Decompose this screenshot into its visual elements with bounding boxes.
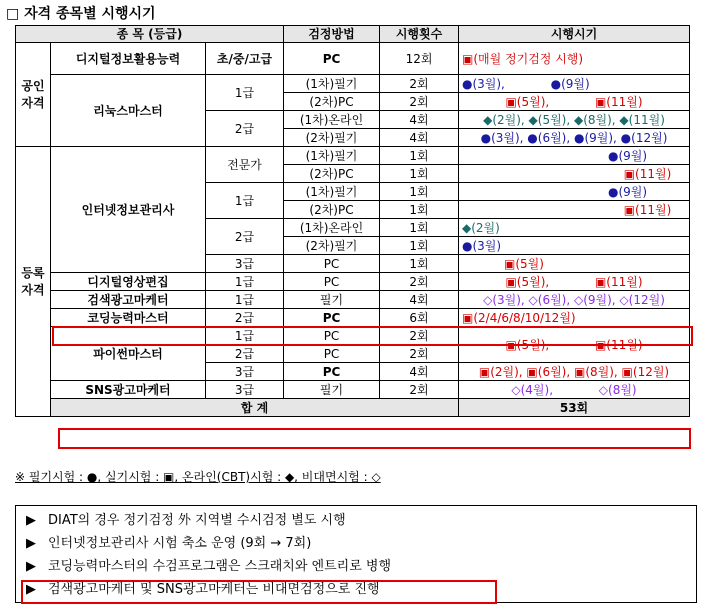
method-cell: PC bbox=[284, 309, 380, 327]
period-cell: ◇(4월), ◇(8월) bbox=[459, 381, 690, 399]
schedule-table bbox=[15, 25, 690, 417]
header-item: 종 목 (등급) bbox=[16, 26, 284, 43]
period-cell: ◆(2월) bbox=[459, 219, 690, 237]
count-cell: 4회 bbox=[380, 363, 459, 381]
period-cell: ▣(5월), ▣(11월) bbox=[459, 273, 690, 291]
item-name: 리눅스마스터 bbox=[51, 75, 206, 147]
category-registered: 등록 자격 bbox=[16, 147, 51, 417]
grade-cell: 2급 bbox=[206, 111, 284, 147]
note-item bbox=[26, 509, 696, 532]
grade-cell: 1급 bbox=[206, 291, 284, 309]
grade-cell: 3급 bbox=[206, 255, 284, 273]
total-label: 합 계 bbox=[51, 399, 459, 417]
item-name: 인터넷정보관리사 bbox=[51, 147, 206, 273]
note-text: 검색광고마케터 및 SNS광고마케터는 비대면검정으로 진행 bbox=[48, 582, 380, 597]
page-title: □ 자격 종목별 시행시기 bbox=[6, 6, 156, 22]
highlight-box-remote-note bbox=[21, 580, 497, 604]
header-count: 시행횟수 bbox=[380, 26, 459, 43]
note-text: 코딩능력마스터의 수검프로그램은 스크래치와 엔트리로 병행 bbox=[48, 559, 392, 574]
period-cell: ▣(2/4/6/8/10/12월) bbox=[459, 309, 690, 327]
legend-text: ※ 필기시험 : ●, 실기시험 : ▣, 온라인(CBT)시험 : ◆, 비대면시험 : ◇ bbox=[15, 470, 381, 484]
grade-cell: 1급 bbox=[206, 183, 284, 219]
method-cell: PC bbox=[284, 363, 380, 381]
table-row bbox=[16, 43, 690, 75]
count-cell: 2회 bbox=[380, 345, 459, 363]
method-cell: (2차)PC bbox=[284, 165, 380, 183]
count-cell: 2회 bbox=[380, 273, 459, 291]
method-cell: PC bbox=[284, 345, 380, 363]
method-cell: PC bbox=[284, 273, 380, 291]
count-cell: 1회 bbox=[380, 201, 459, 219]
table-row bbox=[16, 75, 690, 93]
table-row bbox=[16, 147, 690, 165]
item-name: 디지털영상편집 bbox=[51, 273, 206, 291]
count-cell: 1회 bbox=[380, 255, 459, 273]
note-item bbox=[26, 555, 696, 578]
grade-cell: 1급 bbox=[206, 273, 284, 291]
grade-cell: 3급 bbox=[206, 363, 284, 381]
period-cell: ▣(5월), ▣(11월) bbox=[459, 327, 690, 363]
period-cell: ▣(11월) bbox=[459, 165, 690, 183]
method-cell: (2차)PC bbox=[284, 201, 380, 219]
table-row bbox=[16, 273, 690, 291]
triangle-bullet-icon: ▶ bbox=[26, 582, 36, 597]
count-cell: 1회 bbox=[380, 183, 459, 201]
period-cell: ◇(3월), ◇(6월), ◇(9월), ◇(12월) bbox=[459, 291, 690, 309]
item-name: 검색광고마케터 bbox=[51, 291, 206, 309]
grade-cell: 2급 bbox=[206, 345, 284, 363]
period-cell: ▣(5월), ▣(11월) bbox=[459, 93, 690, 111]
period-cell: ●(9월) bbox=[459, 147, 690, 165]
grade-cell: 2급 bbox=[206, 219, 284, 255]
table-row bbox=[16, 381, 690, 399]
method-cell: (1차)필기 bbox=[284, 147, 380, 165]
total-count: 53회 bbox=[459, 399, 690, 417]
table-header-row bbox=[16, 26, 690, 43]
highlight-box-sns-ad bbox=[58, 428, 691, 449]
count-cell: 2회 bbox=[380, 381, 459, 399]
item-name: 파이썬마스터 bbox=[51, 327, 206, 381]
period-cell: ●(9월) bbox=[459, 183, 690, 201]
count-cell: 2회 bbox=[380, 327, 459, 345]
note-item bbox=[26, 532, 696, 555]
grade-cell: 전문가 bbox=[206, 147, 284, 183]
category-public: 공인 자격 bbox=[16, 43, 51, 147]
count-cell: 1회 bbox=[380, 237, 459, 255]
grade-cell: 1급 bbox=[206, 75, 284, 111]
method-cell: 필기 bbox=[284, 381, 380, 399]
period-cell: ▣(매월 정기검정 시행) bbox=[459, 43, 690, 75]
method-cell: 필기 bbox=[284, 291, 380, 309]
method-cell: (1차)필기 bbox=[284, 75, 380, 93]
count-cell: 12회 bbox=[380, 43, 459, 75]
count-cell: 1회 bbox=[380, 165, 459, 183]
period-cell: ◆(2월), ◆(5월), ◆(8월), ◆(11월) bbox=[459, 111, 690, 129]
count-cell: 1회 bbox=[380, 147, 459, 165]
grade-cell: 1급 bbox=[206, 327, 284, 345]
count-cell: 4회 bbox=[380, 111, 459, 129]
method-cell: (1차)필기 bbox=[284, 183, 380, 201]
period-cell: ▣(5월) bbox=[459, 255, 690, 273]
header-period: 시행시기 bbox=[459, 26, 690, 43]
grade-cell: 3급 bbox=[206, 381, 284, 399]
count-cell: 1회 bbox=[380, 219, 459, 237]
highlight-box-search-ad bbox=[52, 326, 693, 346]
count-cell: 4회 bbox=[380, 291, 459, 309]
method-cell: PC bbox=[284, 255, 380, 273]
period-cell: ●(3월), ●(6월), ●(9월), ●(12월) bbox=[459, 129, 690, 147]
item-name: 디지털정보활용능력 bbox=[51, 43, 206, 75]
triangle-bullet-icon: ▶ bbox=[26, 536, 36, 551]
count-cell: 2회 bbox=[380, 75, 459, 93]
count-cell: 6회 bbox=[380, 309, 459, 327]
note-text: DIAT의 경우 정기검정 外 지역별 수시검정 별도 시행 bbox=[48, 513, 346, 528]
period-cell: ▣(11월) bbox=[459, 201, 690, 219]
method-cell: (2차)필기 bbox=[284, 129, 380, 147]
triangle-bullet-icon: ▶ bbox=[26, 513, 36, 528]
item-name: SNS광고마케터 bbox=[51, 381, 206, 399]
period-cell: ▣(2월), ▣(6월), ▣(8월), ▣(12월) bbox=[459, 363, 690, 381]
method-cell: (2차)PC bbox=[284, 93, 380, 111]
triangle-bullet-icon: ▶ bbox=[26, 559, 36, 574]
total-row bbox=[16, 399, 690, 417]
legend bbox=[15, 468, 381, 485]
method-cell: PC bbox=[284, 43, 380, 75]
table-row bbox=[16, 309, 690, 327]
method-cell: (1차)온라인 bbox=[284, 111, 380, 129]
period-cell: ●(3월) bbox=[459, 237, 690, 255]
count-cell: 4회 bbox=[380, 129, 459, 147]
note-text: 인터넷정보관리사 시험 축소 운영 (9회 → 7회) bbox=[48, 536, 312, 551]
header-method: 검정방법 bbox=[284, 26, 380, 43]
grade-cell: 초/중/고급 bbox=[206, 43, 284, 75]
method-cell: (1차)온라인 bbox=[284, 219, 380, 237]
method-cell: (2차)필기 bbox=[284, 237, 380, 255]
item-name: 코딩능력마스터 bbox=[51, 309, 206, 327]
count-cell: 2회 bbox=[380, 93, 459, 111]
method-cell: PC bbox=[284, 327, 380, 345]
table-row bbox=[16, 291, 690, 309]
grade-cell: 2급 bbox=[206, 309, 284, 327]
period-cell: ●(3월), ●(9월) bbox=[459, 75, 690, 93]
